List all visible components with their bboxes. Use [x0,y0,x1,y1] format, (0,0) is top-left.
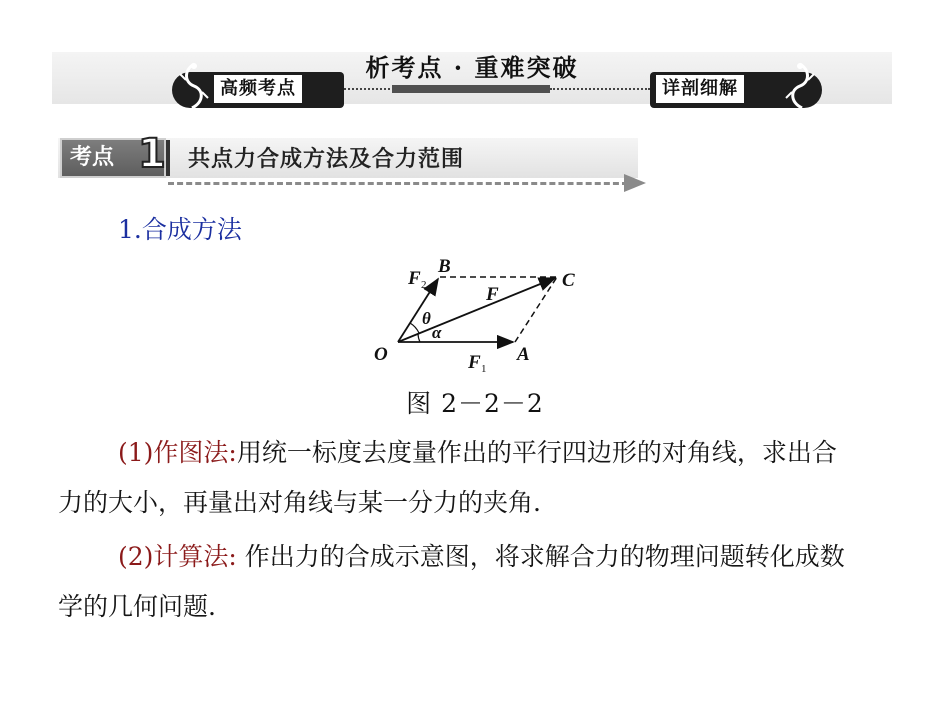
section-banner [52,40,892,106]
ornament-icon [176,60,212,112]
topic-dashed-line [168,182,628,185]
method-label-calculation: (2)计算法: [118,542,237,571]
arrow-right-icon [624,174,646,192]
banner-divider-bar [392,85,550,93]
angle-arc-theta [410,323,419,333]
dotted-line-left [344,88,394,90]
topic-number: 1 [138,131,166,177]
label-a: A [517,344,530,365]
label-f1-subscript: 1 [481,363,487,375]
dashed-side-ac [515,277,557,342]
label-f: F [486,284,499,305]
topic-separator [166,140,170,176]
dotted-line-right [550,88,650,90]
method-text-drawing: 用统一标度去度量作出的平行四边形的对角线，求出合力的大小，再量出对角线与某一分力的夹角. [58,438,837,517]
paragraph-drawing-method [58,428,858,528]
label-b: B [438,256,451,277]
figure-caption: 图 2－2－2 [406,389,544,418]
subsection-heading [118,210,242,246]
label-alpha: α [432,323,442,342]
label-c: C [562,270,575,291]
label-o: O [374,344,388,365]
heading-text: 合成方法 [141,215,242,244]
paragraph-calculation-method [58,532,858,632]
parallelogram-figure [360,250,600,380]
label-f1: F [468,352,481,373]
banner-left-tag [172,72,344,108]
label-f2-subscript: 2 [421,279,427,291]
topic-badge-label: 考点 [70,145,115,170]
banner-title: 析考点 · 重难突破 [365,53,579,82]
label-f2: F [408,268,421,289]
topic-header [58,132,640,190]
method-text-calculation: 作出力的合成示意图，将求解合力的物理问题转化成数学的几何问题. [58,542,845,621]
banner-right-tag [650,72,822,108]
angle-arc-alpha [418,334,420,342]
tag-detailed-explanation: 详剖细解 [656,75,744,103]
label-theta: θ [422,309,431,328]
heading-number: 1. [118,215,142,244]
ornament-icon [782,60,818,112]
topic-title: 共点力合成方法及合力范围 [188,147,465,172]
method-label-drawing: (1)作图法: [118,438,237,467]
tag-high-frequency: 高频考点 [214,75,302,103]
